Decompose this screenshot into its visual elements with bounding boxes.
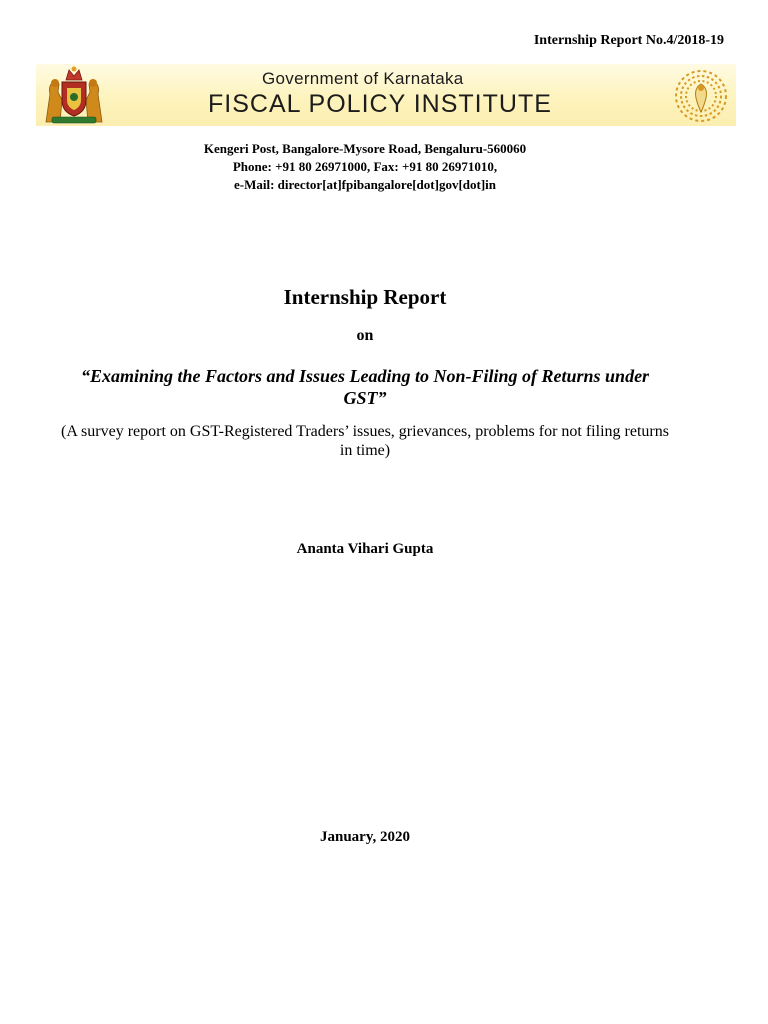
phone-line: Phone: +91 80 26971000, Fax: +91 80 26971010,	[232, 159, 498, 174]
report-date: January, 2020	[319, 829, 410, 845]
report-number: Internship Report No.4/2018-19	[533, 33, 724, 48]
report-subtitle: “Examining the Factors and Issues Leading to Non-Filing of Returns under GST”	[80, 366, 650, 408]
institute-banner	[36, 64, 736, 126]
report-on: on	[356, 327, 374, 344]
report-author: Ananta Vihari Gupta	[296, 541, 434, 557]
institute-name: FISCAL POLICY INSTITUTE	[208, 90, 552, 118]
government-name: Government of Karnataka	[262, 69, 464, 88]
peacock-logo-icon	[670, 66, 732, 124]
email-line: e-Mail: director[at]fpibangalore[dot]gov[dot]in	[234, 177, 496, 192]
report-title: Internship Report	[283, 285, 447, 309]
contact-block	[0, 140, 730, 194]
karnataka-emblem-icon	[40, 64, 108, 126]
report-description: (A survey report on GST-Registered Traders’ issues, grievances, problems for not filing returns in time)	[61, 423, 669, 459]
address-line: Kengeri Post, Bangalore-Mysore Road, Bengaluru-560060	[203, 141, 527, 156]
